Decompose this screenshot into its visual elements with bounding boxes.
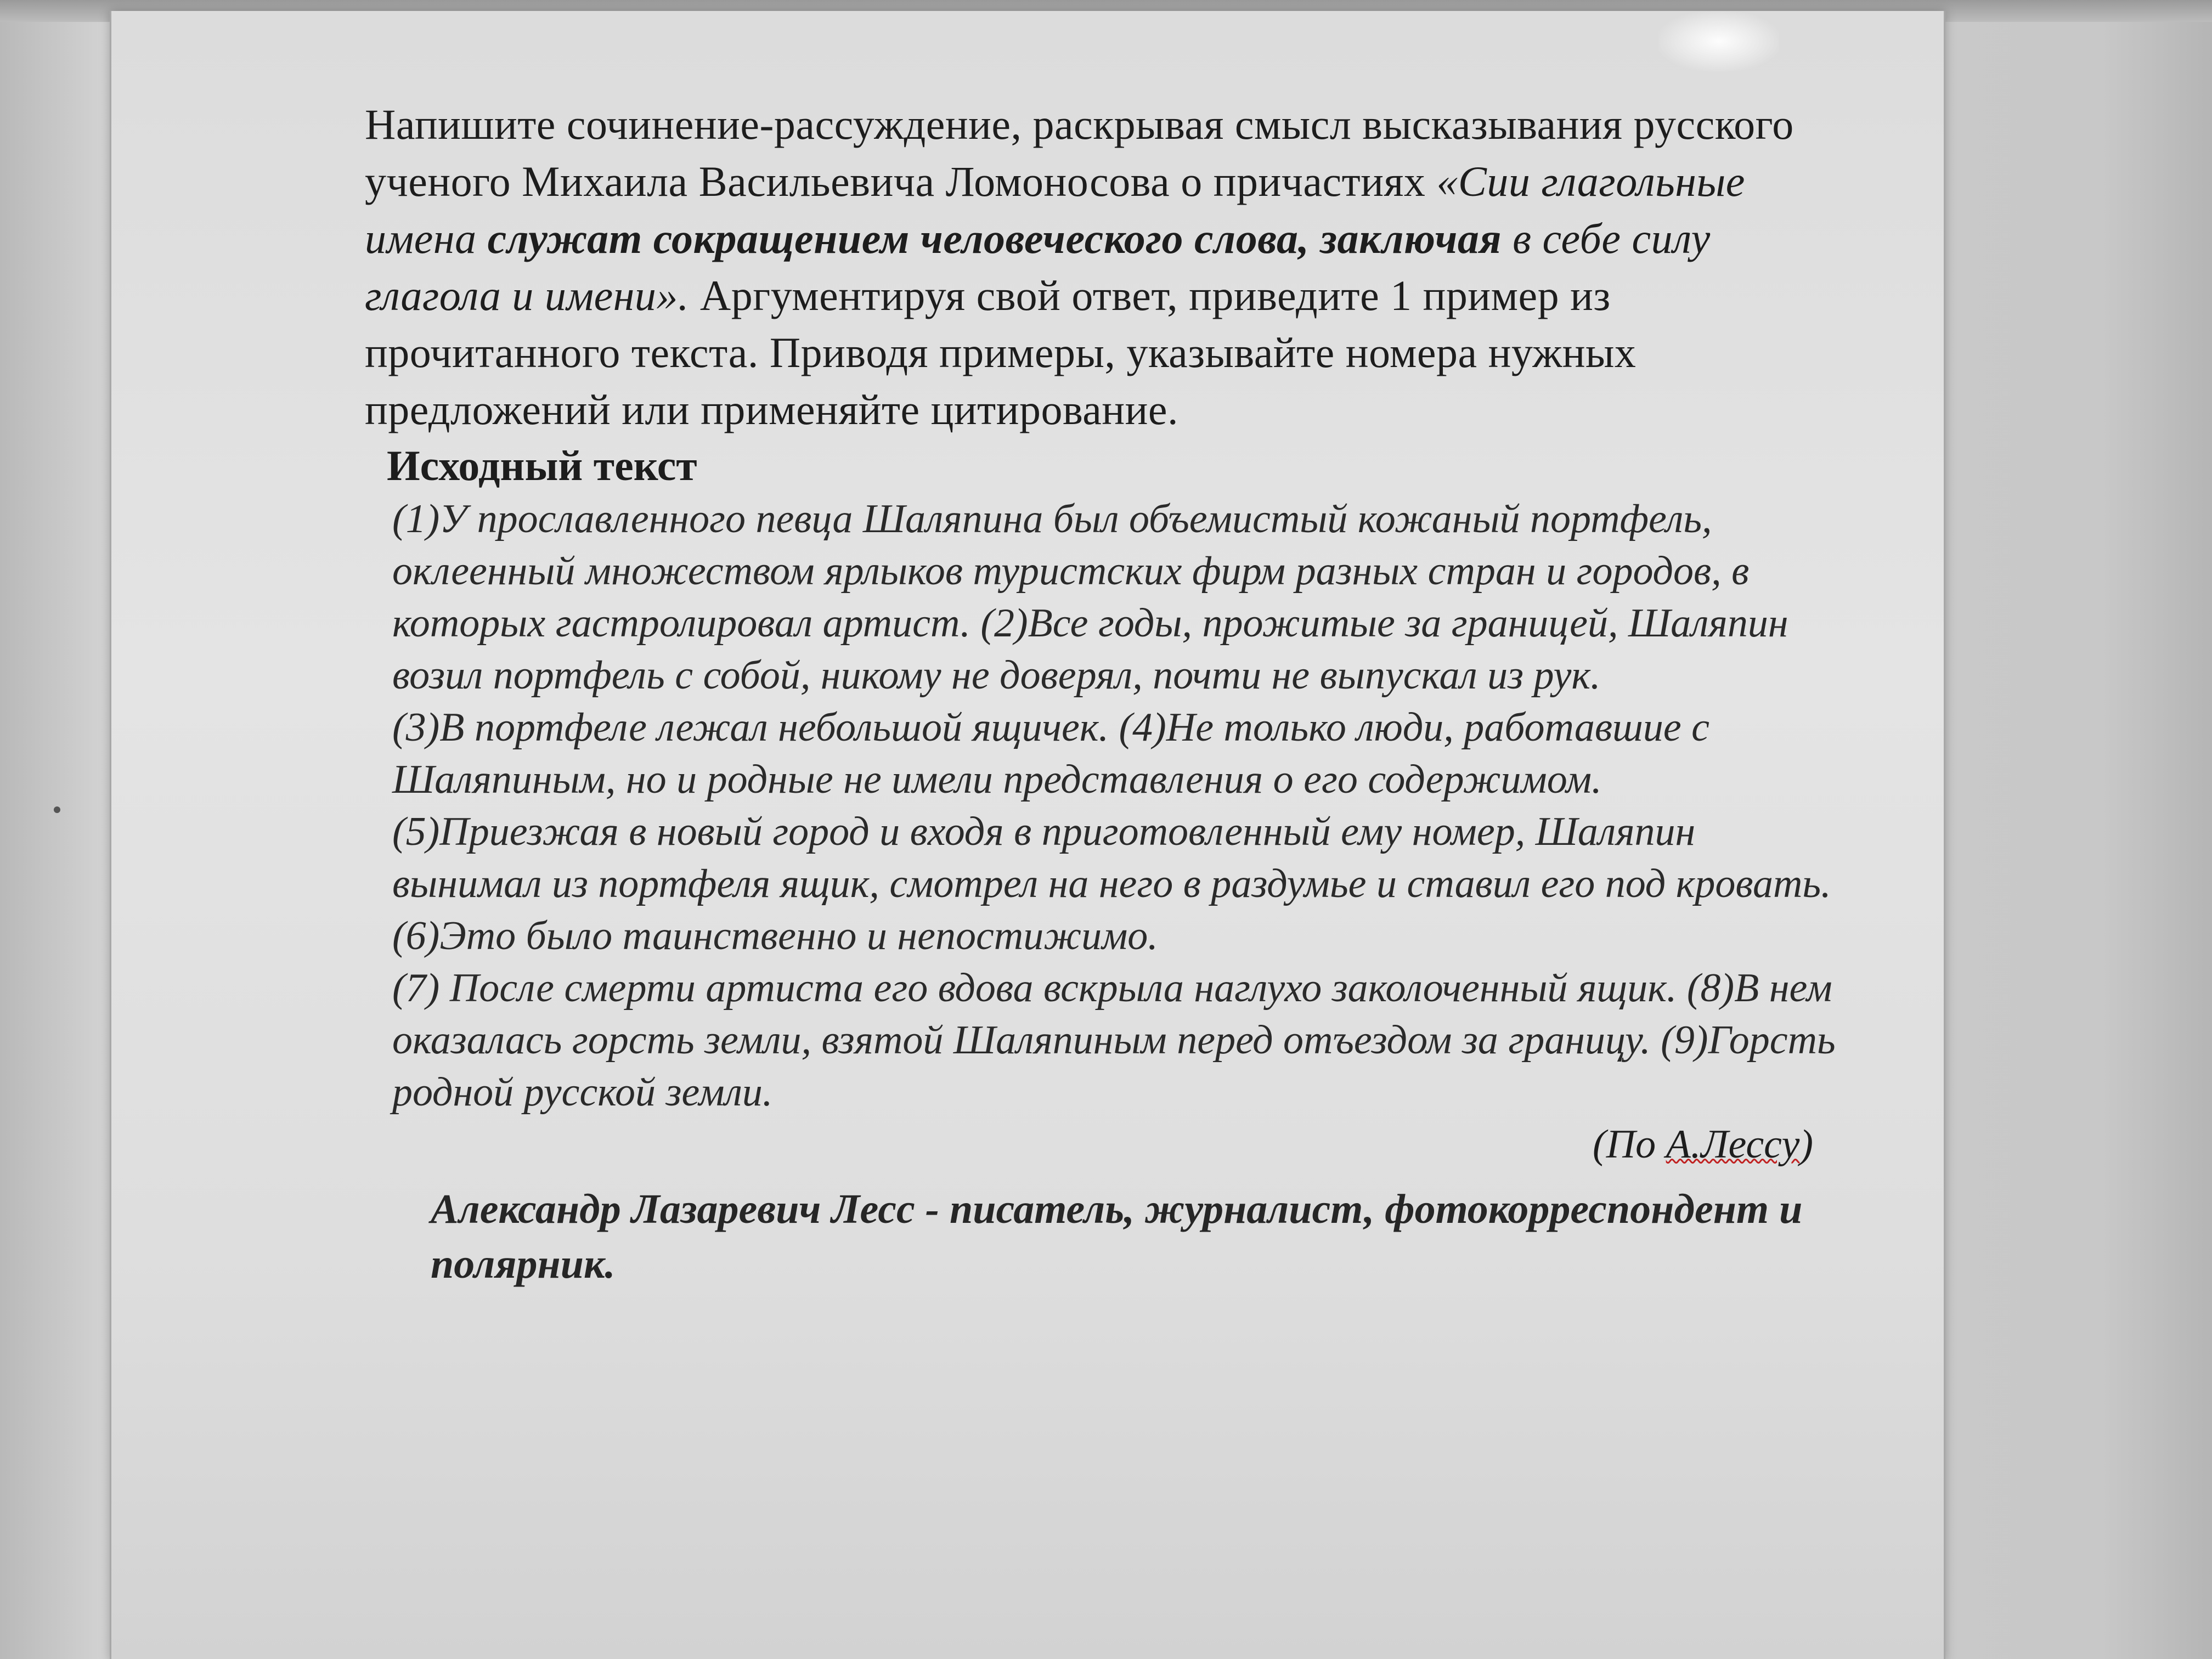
source-paragraph-3: (5)Приезжая в новый город и входя в приготовленный ему номер, Шаляпин вынимал из портфеля ящик, смотрел на него в раздумье и ставил его под кровать. [392,809,1831,906]
task-prefix: Напишите сочинение-рассуждение, раскрывая смысл высказывания русского ученого Михаила Васильевича Ломоносова о причастиях [365,100,1794,205]
document-body[interactable] [365,96,1846,1291]
source-paragraph-4: (6)Это было таинственно и непостижимо. [392,913,1158,958]
spellcheck-underlined-name[interactable]: А.Лессу [1666,1122,1800,1167]
attribution-close: ) [1799,1122,1813,1167]
quote-open: «Сии глагольные имена [365,157,1745,262]
screen-glare [1658,11,1779,71]
source-paragraph-5: (7) После смерти артиста его вдова вскрыла наглухо заколоченный ящик. (8)В нем оказалась горсть земли, взятой Шаляпиным перед отъездом за границу. (9)Горсть родной русской земли. [392,966,1836,1115]
source-heading: Исходный текст [387,442,697,489]
source-text [392,493,1846,1119]
author-note: Александр Лазаревич Лесс - писатель, журналист, фотокорреспондент и полярник. [431,1186,1803,1287]
task-suffix: Аргументируя свой ответ, приведите 1 пример из прочитанного текста. Приводя примеры, указывайте номера нужных предложений или применяйте цитирование. [365,272,1637,433]
attribution-open: (По [1593,1122,1666,1167]
screen-speck [54,806,60,813]
quote-bold: служат сокращением человеческого слова, заключая [487,215,1502,262]
task-paragraph [365,96,1846,438]
quote-close: в себе силу глагола и имени». [365,215,1711,319]
attribution [365,1119,1846,1171]
source-paragraph-1: (1)У прославленного певца Шаляпина был объемистый кожаный портфель, оклеенный множеством ярлыков туристских фирм разных стран и городов, в которых гастролировал артист. (2)Все годы, прожитые за границей, Шаляпин возил портфель с собой, никому не доверял, почти не выпускал из рук. [392,496,1788,698]
source-paragraph-2: (3)В портфеле лежал небольшой ящичек. (4)Не только люди, работавшие с Шаляпиным, но и родные не имели представления о его содержимом. [392,705,1710,802]
